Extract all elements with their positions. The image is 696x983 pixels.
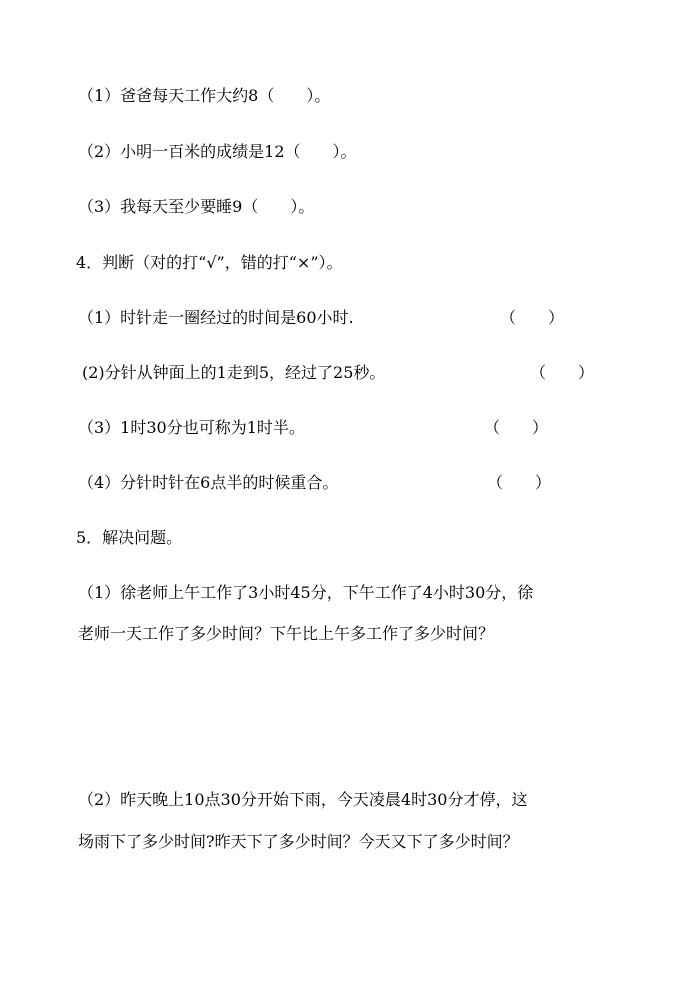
judge-item-4: （4）分针时针在6点半的时候重合。 — [78, 473, 339, 492]
problem-2-line-2: 场雨下了多少时间?昨天下了多少时间？今天又下了多少时间？ — [78, 832, 519, 851]
problem-2-line-1: （2）昨天晚上10点30分开始下雨，今天凌晨4时30分才停，这 — [78, 790, 528, 809]
judge-answer-1: （ ） — [500, 308, 565, 327]
section-4-heading: 4．判断（对的打“√”，错的打“×”）。 — [76, 253, 343, 272]
problem-1-line-1: （1）徐老师上午工作了3小时45分，下午工作了4小时30分，徐 — [78, 583, 534, 602]
section-5-heading: 5．解决问题。 — [76, 528, 183, 547]
judge-item-3: （3）1时30分也可称为1时半。 — [78, 418, 305, 437]
judge-item-1: （1）时针走一圈经过的时间是60小时. — [78, 308, 354, 327]
fill-item-3: （3）我每天至少要睡9（ ）。 — [78, 197, 315, 216]
fill-item-1: （1）爸爸每天工作大约8（ ）。 — [78, 86, 331, 105]
judge-answer-2: （ ） — [530, 363, 595, 382]
judge-item-2: (2)分针从钟面上的1走到5，经过了25秒。 — [82, 363, 386, 382]
fill-item-2: （2）小明一百米的成绩是12（ ）。 — [78, 142, 357, 161]
judge-answer-4: （ ） — [487, 473, 552, 492]
judge-answer-3: （ ） — [484, 418, 549, 437]
problem-1-line-2: 老师一天工作了多少时间？下午比上午多工作了多少时间？ — [78, 624, 495, 643]
